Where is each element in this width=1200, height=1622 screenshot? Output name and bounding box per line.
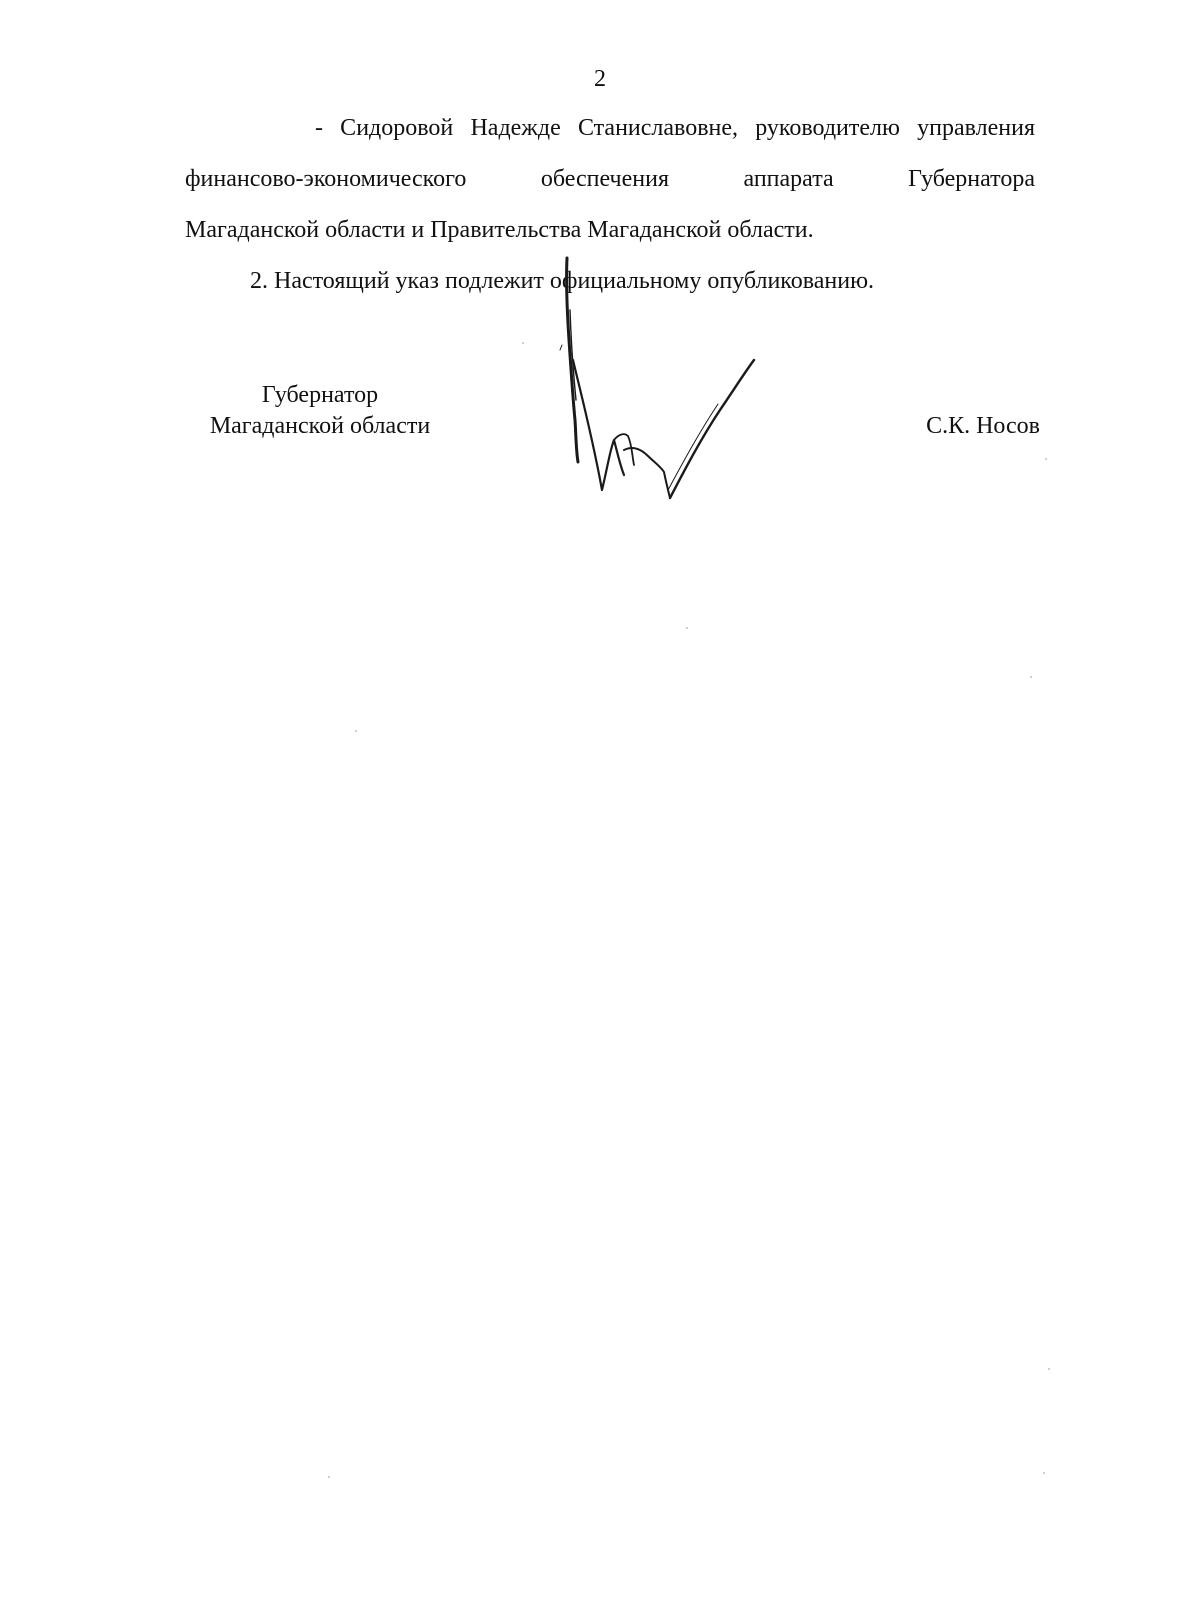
signatory-title xyxy=(185,380,455,442)
signatory-name: С.К. Носов xyxy=(926,413,1040,439)
scan-speck xyxy=(1030,676,1032,678)
scan-speck xyxy=(1045,458,1047,460)
scan-speck xyxy=(1048,1368,1050,1370)
paragraph-line: - Сидоровой Надежде Станиславовне, руководителю управления xyxy=(315,115,1035,141)
scan-speck xyxy=(686,627,688,629)
page-number: 2 xyxy=(594,66,606,92)
paragraph-line: Магаданской области и Правительства Магаданской области. xyxy=(185,217,814,243)
scan-speck xyxy=(355,730,357,732)
paragraph-line: финансово-экономического обеспечения аппарата Губернатора xyxy=(185,166,1035,192)
scan-speck xyxy=(522,342,524,344)
scan-speck xyxy=(1043,1472,1045,1474)
scan-speck xyxy=(328,1476,330,1478)
signatory-title-line: Магаданской области xyxy=(209,413,431,439)
signatory-title-line: Губернатор xyxy=(261,382,379,408)
paragraph-publication: 2. Настоящий указ подлежит официальному опубликованию. xyxy=(250,268,875,294)
handwritten-signature xyxy=(540,250,780,510)
paragraph-recipient xyxy=(185,103,1035,256)
